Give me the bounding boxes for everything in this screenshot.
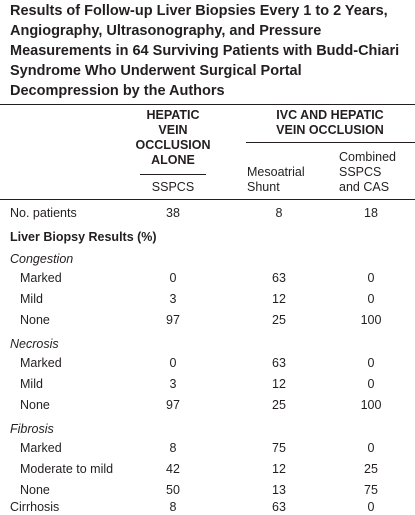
cell-sspcs: 38 bbox=[166, 206, 180, 220]
cell-combined: 25 bbox=[364, 462, 378, 476]
row-label: None bbox=[20, 398, 50, 412]
cell-mesoatrial: 13 bbox=[272, 483, 286, 497]
cell-sspcs: 3 bbox=[169, 292, 177, 306]
cell-mesoatrial: 25 bbox=[272, 313, 286, 327]
row-label: Marked bbox=[20, 441, 62, 455]
cell-mesoatrial: 63 bbox=[272, 500, 286, 514]
table-row bbox=[0, 203, 415, 224]
cell-combined: 0 bbox=[367, 500, 375, 514]
row-label: No. patients bbox=[10, 206, 77, 220]
row-label: None bbox=[20, 483, 50, 497]
cell-sspcs: 0 bbox=[169, 271, 177, 285]
table-row bbox=[0, 268, 415, 289]
row-label: Moderate to mild bbox=[20, 462, 114, 476]
header-sspcs: SSPCS bbox=[151, 180, 195, 194]
cell-sspcs: 50 bbox=[166, 483, 180, 497]
cell-combined: 0 bbox=[367, 377, 375, 391]
cell-combined: 100 bbox=[360, 313, 382, 327]
table-row bbox=[0, 438, 415, 459]
table-row bbox=[0, 310, 415, 331]
cell-sspcs: 8 bbox=[169, 441, 177, 455]
top-rule bbox=[0, 104, 415, 105]
header-mesoatrial-shunt: Mesoatrial Shunt bbox=[247, 165, 305, 194]
cell-combined: 0 bbox=[367, 271, 375, 285]
section-heading bbox=[0, 227, 415, 248]
group2-rule bbox=[246, 142, 415, 143]
header-rule bbox=[0, 199, 415, 200]
table-row bbox=[0, 499, 415, 515]
cell-sspcs: 0 bbox=[169, 356, 177, 370]
table-row bbox=[0, 374, 415, 395]
table-row bbox=[0, 289, 415, 310]
section-label: Liver Biopsy Results (%) bbox=[10, 230, 157, 244]
cell-mesoatrial: 63 bbox=[272, 271, 286, 285]
cell-combined: 18 bbox=[364, 206, 378, 220]
table-title: Results of Follow-up Liver Biopsies Every 1 to 2 Years, Angiography, Ultrasonography, and Pressure Measurements in 64 Surviving Patients with Budd-Chiari Syndrome Who Underwent Surgical Portal Decompression by the Authors bbox=[10, 3, 400, 99]
subsection-heading bbox=[0, 419, 415, 440]
cell-sspcs: 8 bbox=[169, 500, 177, 514]
header-ivc-and-hepatic-vein-occlusion: IVC AND HEPATIC VEIN OCCLUSION bbox=[276, 108, 384, 137]
table-row bbox=[0, 459, 415, 480]
row-label: Marked bbox=[20, 271, 62, 285]
cell-sspcs: 97 bbox=[166, 313, 180, 327]
cell-mesoatrial: 12 bbox=[272, 292, 286, 306]
cell-combined: 75 bbox=[364, 483, 378, 497]
subsection-label: Congestion bbox=[10, 252, 74, 266]
cell-combined: 100 bbox=[360, 398, 382, 412]
row-label: Cirrhosis bbox=[10, 500, 60, 514]
table-row bbox=[0, 353, 415, 374]
row-label: None bbox=[20, 313, 50, 327]
subsection-label: Necrosis bbox=[10, 337, 59, 351]
cell-mesoatrial: 12 bbox=[272, 462, 286, 476]
table-row bbox=[0, 480, 415, 501]
table-row bbox=[0, 395, 415, 416]
cell-mesoatrial: 25 bbox=[272, 398, 286, 412]
cell-mesoatrial: 75 bbox=[272, 441, 286, 455]
row-label: Marked bbox=[20, 356, 62, 370]
cell-combined: 0 bbox=[367, 441, 375, 455]
row-label: Mild bbox=[20, 377, 43, 391]
subsection-heading bbox=[0, 249, 415, 270]
cell-combined: 0 bbox=[367, 356, 375, 370]
cell-mesoatrial: 63 bbox=[272, 356, 286, 370]
group1-rule bbox=[140, 174, 206, 175]
cell-combined: 0 bbox=[367, 292, 375, 306]
cell-mesoatrial: 12 bbox=[272, 377, 286, 391]
cell-sspcs: 97 bbox=[166, 398, 180, 412]
header-combined-sspcs-cas: Combined SSPCS and CAS bbox=[339, 150, 396, 194]
header-hepatic-vein-occlusion-alone: HEPATIC VEIN OCCLUSION ALONE bbox=[135, 108, 211, 167]
cell-mesoatrial: 8 bbox=[275, 206, 283, 220]
row-label: Mild bbox=[20, 292, 43, 306]
cell-sspcs: 3 bbox=[169, 377, 177, 391]
cell-sspcs: 42 bbox=[166, 462, 180, 476]
subsection-heading bbox=[0, 334, 415, 355]
subsection-label: Fibrosis bbox=[10, 422, 54, 436]
